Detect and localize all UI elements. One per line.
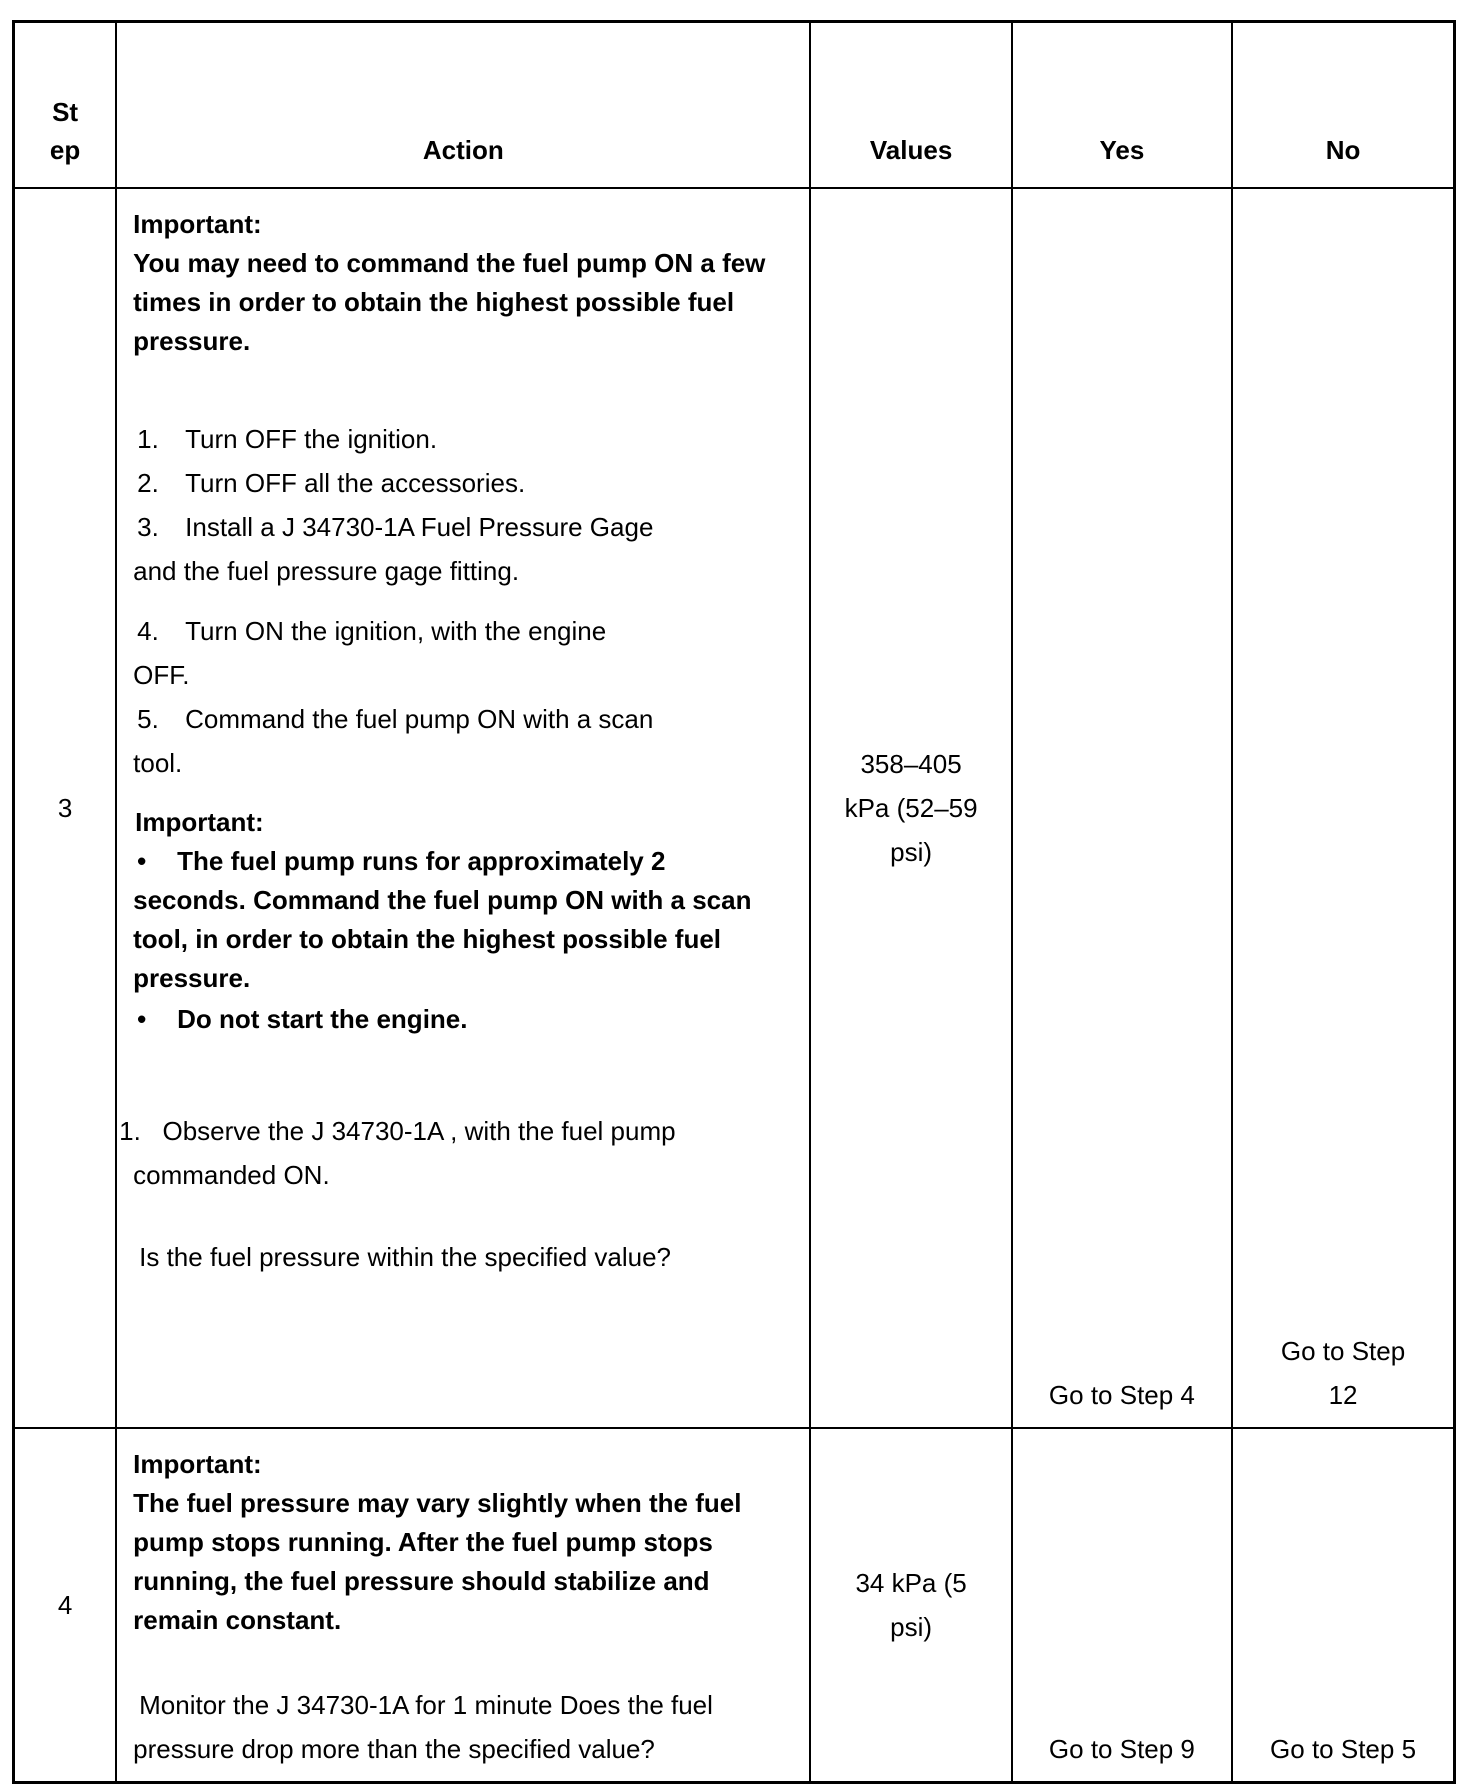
important-label: Important:: [135, 807, 264, 837]
diagnostic-table: [12, 20, 1456, 1784]
list-text-continued: and the fuel pressure gage fitting.: [133, 556, 520, 586]
list-text-continued: OFF.: [133, 660, 190, 690]
list-item: [117, 1109, 809, 1197]
no-text: Go to Step 12: [1280, 1336, 1406, 1410]
important-bullet: • Do not start the engine.: [137, 1004, 468, 1034]
important-text: You may need to command the fuel pump ON a few times in order to obtain the highest possible fuel pressure.: [133, 248, 766, 356]
important-note: [117, 205, 809, 361]
list-item: [117, 461, 809, 505]
header-values: Values: [810, 22, 1011, 189]
list-number: 1.: [137, 424, 159, 454]
list-text-continued: commanded ON.: [133, 1160, 330, 1190]
step-number: 3: [14, 188, 117, 1428]
yes-cell: Go to Step 4: [1012, 188, 1232, 1428]
list-item: [117, 697, 809, 785]
header-no: No: [1232, 22, 1454, 189]
action-cell: [116, 188, 810, 1428]
header-step: St ep: [14, 22, 117, 189]
important-text: The fuel pressure may vary slightly when the fuel pump stops running. After the fuel pump stops running, the fuel pressure should stabilize and remain constant.: [133, 1488, 742, 1635]
step-number: 4: [14, 1428, 117, 1782]
yes-cell: Go to Step 9: [1012, 1428, 1232, 1782]
header-yes: Yes: [1012, 22, 1232, 189]
values-text: 358–405 kPa (52–59 psi): [844, 749, 978, 867]
list-number: 4.: [137, 616, 159, 646]
list-text: Turn OFF the ignition.: [185, 424, 438, 454]
question-text: Is the fuel pressure within the specified value?: [139, 1242, 671, 1272]
no-cell: Go to Step 5: [1232, 1428, 1454, 1782]
list-number: 2.: [137, 468, 159, 498]
important-bullet-continued: seconds. Command the fuel pump ON with a scan tool, in order to obtain the highest possible fuel pressure.: [133, 885, 752, 993]
list-text: Install a J 34730-1A Fuel Pressure Gage: [185, 512, 654, 542]
values-cell: [810, 1428, 1011, 1782]
list-number: 3.: [137, 512, 159, 542]
question-text: Monitor the J 34730-1A for 1 minute Does the fuel pressure drop more than the specified value?: [133, 1690, 713, 1764]
list-item: [117, 609, 809, 697]
no-cell: [1232, 188, 1454, 1428]
list-number: 5.: [137, 704, 159, 734]
list-item: [117, 505, 809, 593]
important-note: [117, 1445, 809, 1640]
action-cell: [116, 1428, 810, 1782]
important-note: [117, 803, 809, 1039]
header-row: [14, 22, 1455, 189]
list-text-continued: tool.: [133, 748, 183, 778]
important-bullet: • The fuel pump runs for approximately 2: [137, 846, 666, 876]
important-label: Important:: [133, 209, 262, 239]
values-cell: [810, 188, 1011, 1428]
important-label: Important:: [133, 1449, 262, 1479]
list-text: Command the fuel pump ON with a scan: [185, 704, 654, 734]
list-text: Observe the J 34730-1A , with the fuel pump: [162, 1116, 676, 1146]
header-action: Action: [116, 22, 810, 189]
list-text: Turn OFF all the accessories.: [185, 468, 526, 498]
table-row-step-3: [14, 188, 1455, 1428]
list-number: 1.: [119, 1116, 141, 1146]
list-text: Turn ON the ignition, with the engine: [185, 616, 607, 646]
values-text: 34 kPa (5 psi): [855, 1567, 967, 1642]
list-item: [117, 417, 809, 461]
table-row-step-4: [14, 1428, 1455, 1782]
